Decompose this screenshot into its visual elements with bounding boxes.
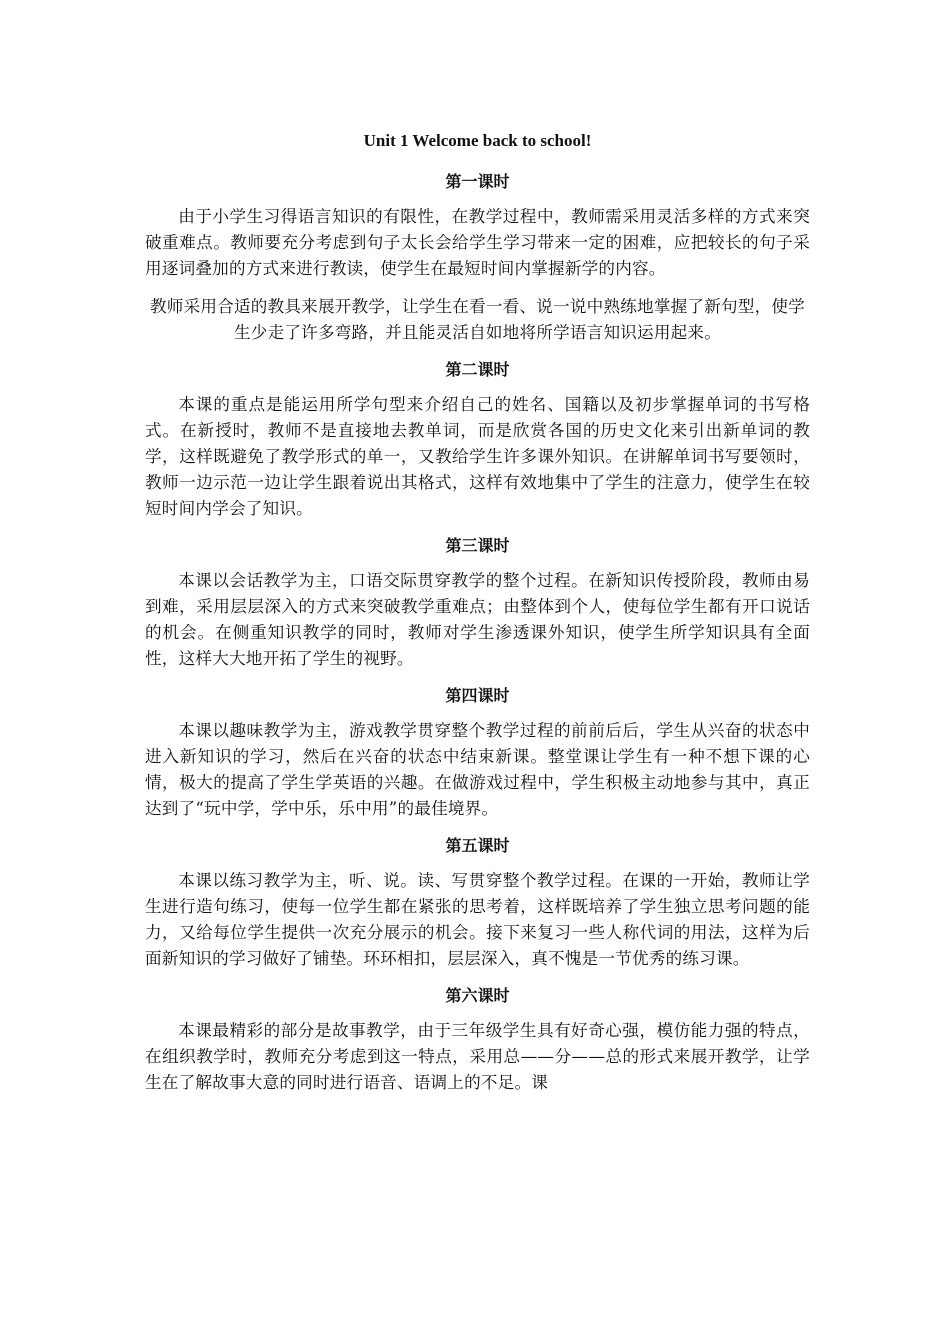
lesson-paragraph: 本课以练习教学为主，听、说。读、写贯穿整个教学过程。在课的一开始，教师让学生进行造句练习，使每一位学生都在紧张的思考着，这样既培养了学生独立思考问题的能力，又给每位学生提供一次充分展示的机会。接下来复习一些人称代词的用法，这样为后面新知识的学习做好了铺垫。环环相扣，层层深入，真不愧是一节优秀的练习课。 — [145, 871, 810, 968]
lesson-heading: 第六课时 — [445, 986, 510, 1005]
lesson-3-section — [145, 534, 810, 672]
lesson-2-section — [145, 358, 810, 522]
lesson-paragraph: 本课最精彩的部分是故事教学，由于三年级学生具有好奇心强，模仿能力强的特点，在组织教学时，教师充分考虑到这一特点，采用总——分——总的形式来展开教学，让学生在了解故事大意的同时进行语音、语调上的不足。课 — [145, 1021, 810, 1092]
lesson-1-section — [145, 170, 810, 346]
lesson-heading: 第二课时 — [445, 360, 510, 379]
lesson-heading: 第三课时 — [445, 536, 510, 555]
lesson-heading: 第五课时 — [445, 836, 510, 855]
lesson-paragraph: 教师采用合适的教具来展开教学，让学生在看一看、说一说中熟练地掌握了新句型，使学生少走了许多弯路，并且能灵活自如地将所学语言知识运用起来。 — [150, 297, 805, 342]
lesson-paragraph: 本课以会话教学为主，口语交际贯穿教学的整个过程。在新知识传授阶段，教师由易到难，采用层层深入的方式来突破教学重难点；由整体到个人，使每位学生都有开口说话的机会。在侧重知识教学的同时，教师对学生渗透课外知识，使学生所学知识具有全面性，这样大大地开拓了学生的视野。 — [145, 571, 810, 668]
lesson-paragraph: 由于小学生习得语言知识的有限性，在教学过程中，教师需采用灵活多样的方式来突破重难点。教师要充分考虑到句子太长会给学生学习带来一定的困难，应把较长的句子采用逐词叠加的方式来进行教读，使学生在最短时间内掌握新学的内容。 — [145, 207, 810, 278]
lesson-heading: 第四课时 — [445, 686, 510, 705]
document-title: Unit 1 Welcome back to school! — [363, 131, 592, 150]
lesson-4-section — [145, 684, 810, 822]
lesson-paragraph: 本课以趣味教学为主，游戏教学贯穿整个教学过程的前前后后，学生从兴奋的状态中进入新知识的学习，然后在兴奋的状态中结束新课。整堂课让学生有一种不想下课的心情，极大的提高了学生学英语的兴趣。在做游戏过程中，学生积极主动地参与其中，真正达到了“玩中学，学中乐，乐中用”的最佳境界。 — [145, 721, 810, 818]
lesson-heading: 第一课时 — [445, 172, 510, 191]
lesson-5-section — [145, 834, 810, 972]
lesson-6-section — [145, 984, 810, 1096]
lesson-paragraph: 本课的重点是能运用所学句型来介绍自己的姓名、国籍以及初步掌握单词的书写格式。在新授时，教师不是直接地去教单词，而是欣赏各国的历史文化来引出新单词的教学，这样既避免了教学形式的单一，又教给学生许多课外知识。在讲解单词书写要领时，教师一边示范一边让学生跟着说出其格式，这样有效地集中了学生的注意力，使学生在较短时间内学会了知识。 — [145, 395, 810, 518]
document-page — [145, 128, 810, 1108]
